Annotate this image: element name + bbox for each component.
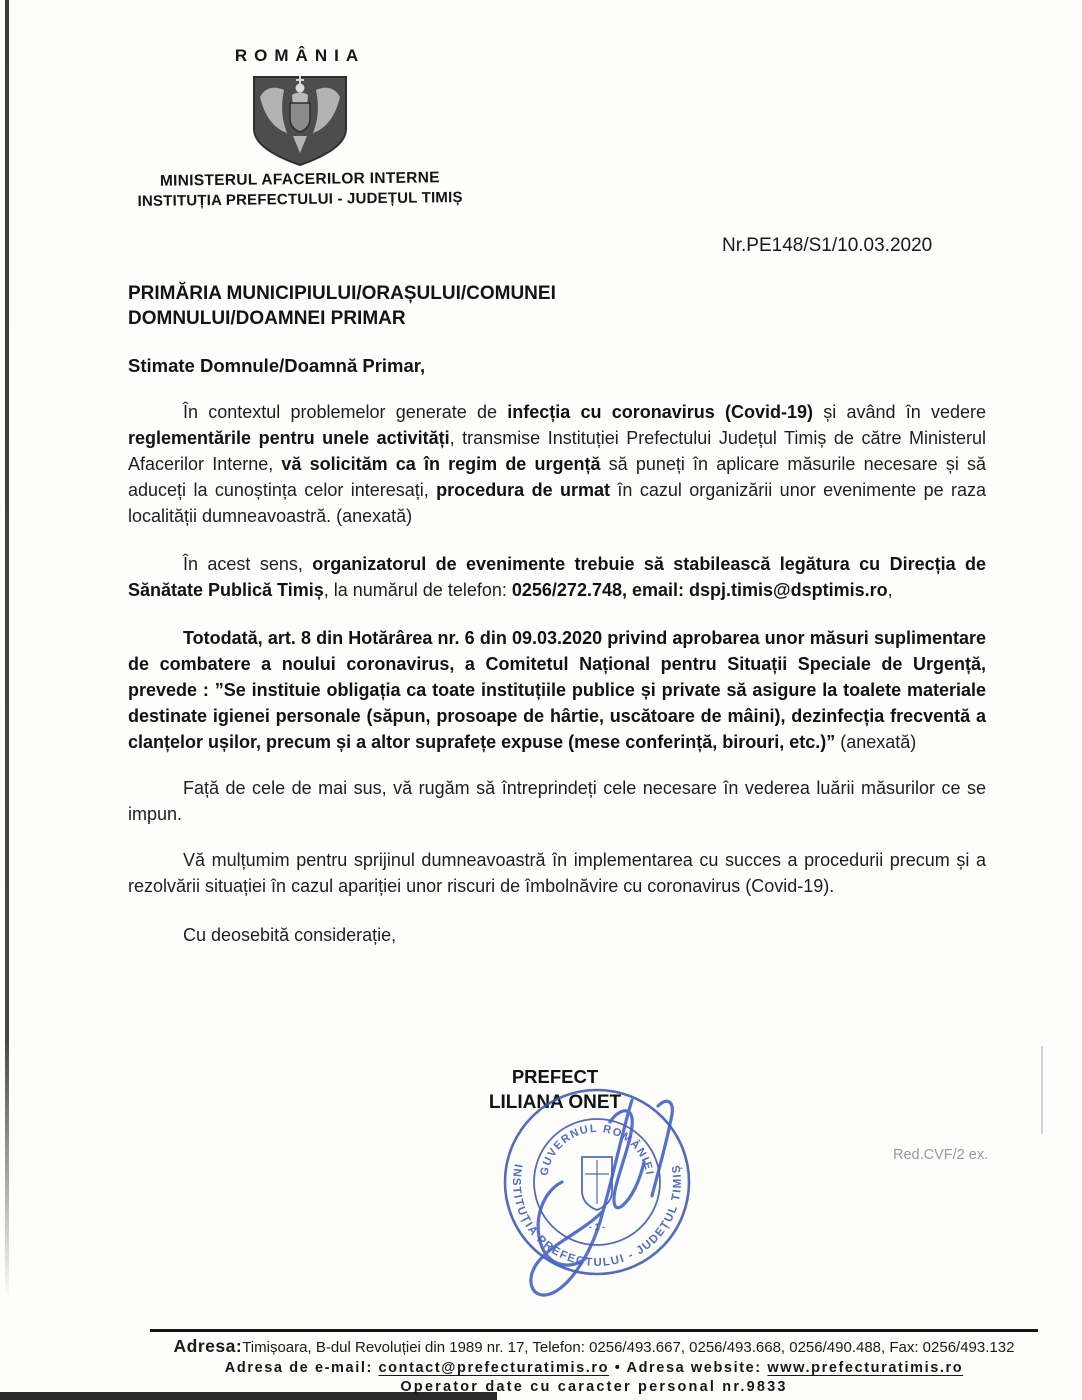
text-run: În acest sens,	[183, 554, 313, 574]
body-paragraph-5: Vă mulțumim pentru sprijinul dumneavoastră în implementarea cu succes a procedurii precum și a rezolvării situației în cazul apariției unor riscuri de îmbolnăvire cu coronavirus (Covid-19).	[128, 850, 986, 896]
body-paragraph-1	[128, 399, 986, 529]
closing-formula: Cu deosebită considerație,	[183, 925, 397, 945]
registration-number: Nr.PE148/S1/10.03.2020	[722, 235, 933, 256]
footer-divider	[150, 1329, 1038, 1332]
email-link[interactable]: contact@prefecturatimis.ro	[378, 1360, 610, 1376]
stamp-center-mark: - 1 -	[588, 1222, 606, 1232]
footer	[150, 1329, 1038, 1395]
institution-name: INSTITUȚIA PREFECTULUI - JUDEȚUL TIMIȘ	[137, 189, 463, 210]
bold-run: 0256/272.748, email: dspj.timis@dsptimis.ro	[511, 580, 888, 600]
bold-run: procedura de urmat	[436, 480, 611, 500]
bold-run: vă solicităm ca în regim de urgență	[281, 454, 601, 474]
romanian-coat-of-arms-icon	[248, 73, 352, 167]
footer-contact-line	[150, 1360, 1038, 1376]
bullet-separator: •	[614, 1360, 622, 1376]
signer-name: LILIANA ONET	[488, 1092, 622, 1113]
signer-title: PREFECT	[511, 1066, 599, 1087]
website-label: Adresa website:	[626, 1360, 762, 1376]
text-run: În contextul problemelor generate de	[183, 402, 508, 422]
official-round-stamp	[462, 1062, 722, 1322]
letterhead	[90, 46, 510, 208]
footer-operator-line: Operator date cu caracter personal nr.9833	[400, 1379, 788, 1395]
bold-run: infecția cu coronavirus (Covid-19)	[507, 402, 814, 422]
body-paragraph-2	[128, 551, 986, 603]
website-link[interactable]: www.prefecturatimis.ro	[767, 1360, 964, 1376]
body-paragraph-3	[128, 625, 986, 755]
recipient-line-2: DOMNULUI/DOAMNEI PRIMAR	[128, 308, 406, 329]
letterhead-lines	[90, 168, 510, 210]
stamp-outer-text: INSTITUȚIA PREFECTULUI - JUDEȚUL TIMIȘ	[509, 1162, 685, 1270]
country-title: ROMÂNIA	[234, 46, 366, 65]
email-label: Adresa de e-mail:	[224, 1360, 373, 1376]
address-text: Timișoara, B-dul Revoluției din 1989 nr. 17, Telefon: 0256/493.667, 0256/493.668, 0256/490.488, Fax: 0256/493.132	[242, 1339, 1015, 1356]
address-label: Adresa:	[173, 1336, 243, 1356]
ministry-name: MINISTERUL AFACERILOR INTERNE	[159, 169, 440, 190]
text-run: (anexată)	[835, 732, 917, 752]
letter-body	[128, 281, 986, 946]
recipient-line-1: PRIMĂRIA MUNICIPIULUI/ORAȘULUI/COMUNEI	[128, 283, 556, 304]
bold-run: Totodată, art. 8 din Hotărârea nr. 6 din 09.03.2020 privind aprobarea unor măsuri suplimentare de combatere a noului coronavirus, a Comitetul Național pentru Situații Speciale de Urgență, prevede : ”Se instituie obligația ca toate instituțiile publice și private să asigure la toalete materiale destinate igienei personale (săpun, prosoape de hârtie, uscătoare de mâini), dezinfecția frecventă a clanțelor ușilor, precum și a altor suprafețe expuse (mese conferință, birouri, etc.)”	[128, 628, 986, 752]
footer-address-line	[150, 1336, 1038, 1357]
text-run: , transmise Instituției Prefectului Județul Timiș de către Ministerul Afacerilor Interne,	[128, 428, 986, 474]
scan-noise-mark	[1041, 1046, 1043, 1134]
text-run: în cazul organizării unor evenimente pe raza localității dumneavoastră. (anexată)	[128, 480, 987, 526]
redaction-note: Red.CVF/2 ex.	[893, 1147, 989, 1163]
salutation: Stimate Domnule/Doamnă Primar,	[128, 355, 426, 376]
bold-run: organizatorul de evenimente trebuie să stabilească legătura cu Direcția de Sănătate Publică Timiș	[128, 554, 987, 600]
bold-run: reglementările pentru unele activități	[128, 428, 450, 448]
text-run: ,	[887, 580, 893, 600]
text-run: , la numărul de telefon:	[323, 580, 512, 600]
body-paragraph-4: Față de cele de mai sus, vă rugăm să întreprindeți cele necesare în vederea luării măsurilor ce se impun.	[128, 778, 986, 824]
text-run: și având în vedere	[813, 402, 986, 422]
text-run: să puneți în aplicare măsurile necesare și să aduceți la cunoștința celor interesați,	[128, 454, 986, 500]
stamp-inner-text: GUVERNUL ROMÂNIEI	[538, 1122, 656, 1177]
scan-edge-artifact	[5, 0, 9, 1300]
